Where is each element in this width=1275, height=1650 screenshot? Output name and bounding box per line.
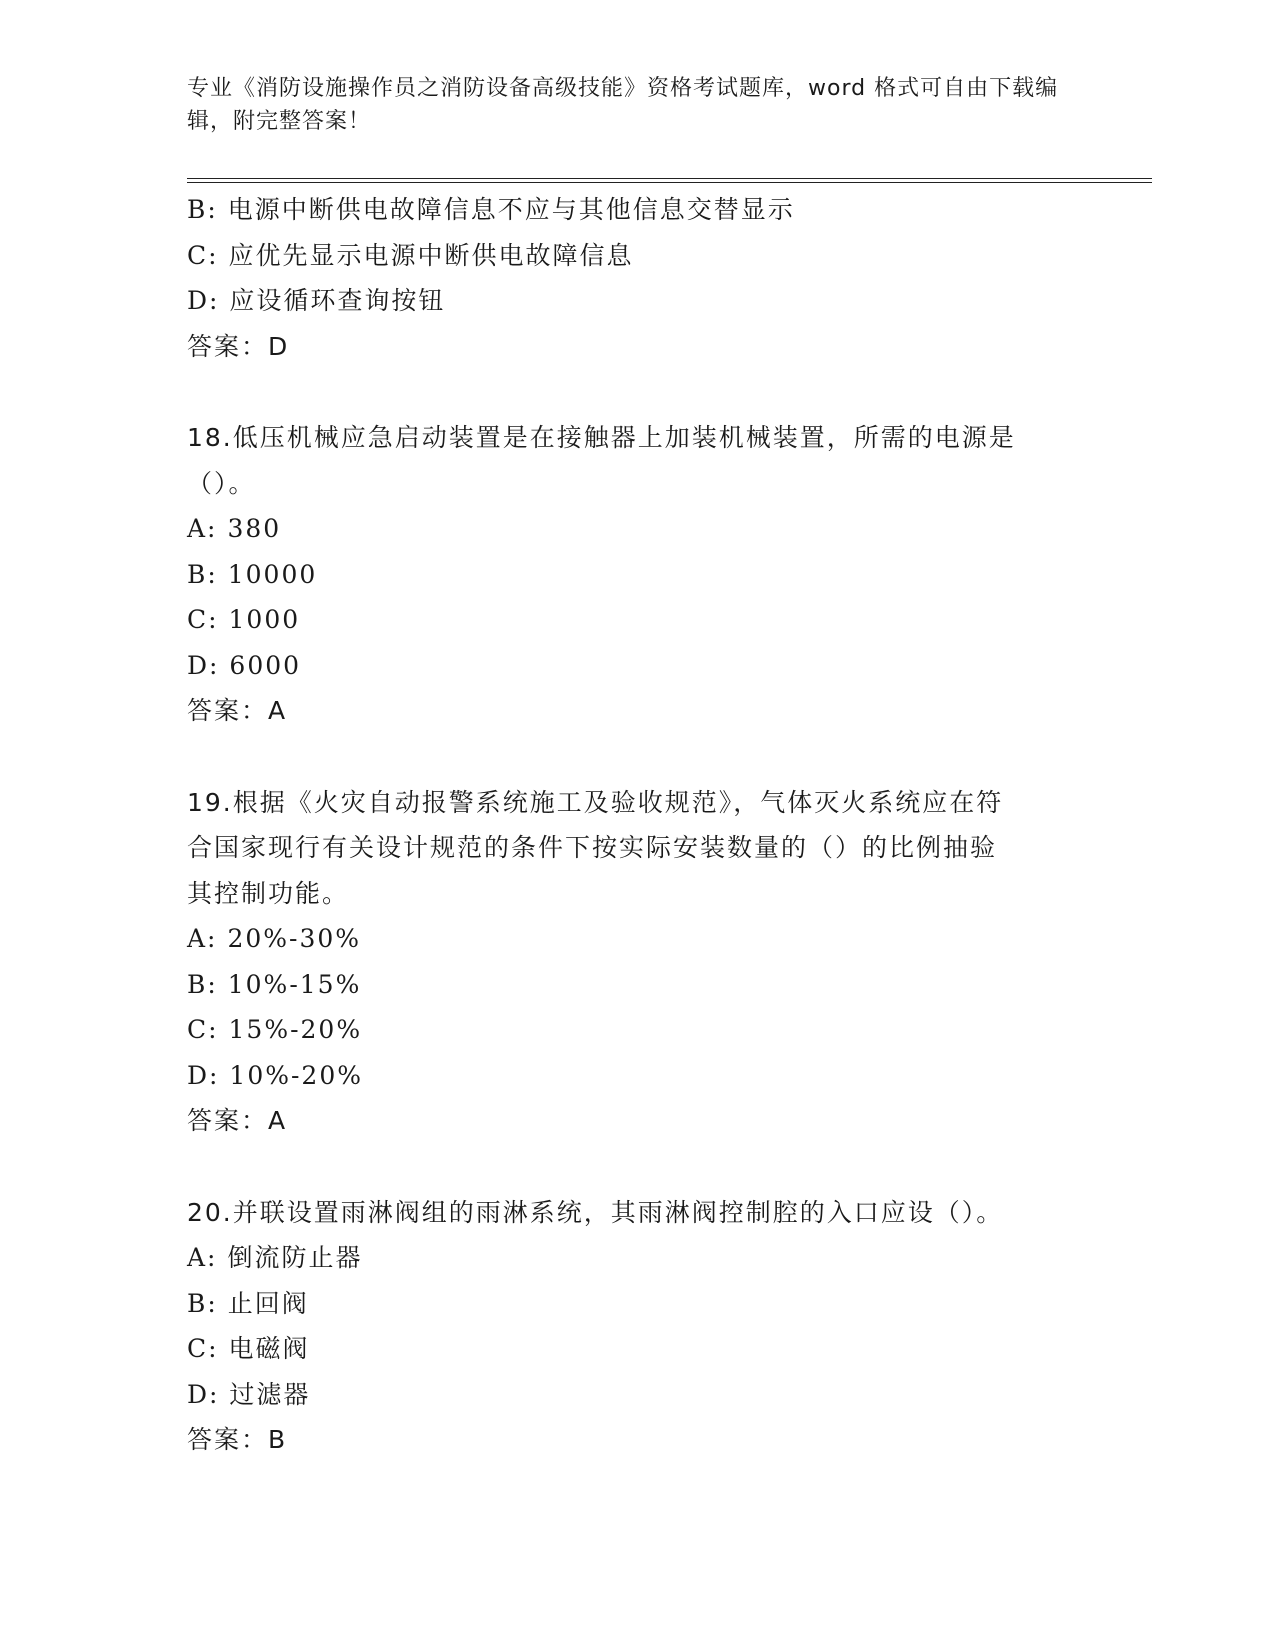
header-divider-top xyxy=(187,178,1152,179)
question-18 xyxy=(187,415,1087,734)
option-text: 10000 xyxy=(227,559,318,589)
question-20 xyxy=(187,1190,1087,1463)
option-a xyxy=(187,916,1087,962)
option-letter: D: xyxy=(187,286,220,315)
option-letter: C: xyxy=(187,240,219,270)
option-letter: A: xyxy=(187,1243,218,1272)
answer-line: 答案：B xyxy=(187,1425,288,1454)
option-letter: B: xyxy=(187,559,218,589)
prev-question-block xyxy=(187,187,1087,369)
question-stem: 20.并联设置雨淋阀组的雨淋系统，其雨淋阀控制腔的入口应设（）。 xyxy=(187,1197,1004,1227)
option-letter: A: xyxy=(187,924,218,953)
spacer xyxy=(187,734,1087,780)
answer-line: 答案：A xyxy=(187,1106,288,1135)
option-letter: A: xyxy=(187,514,218,543)
answer-line: 答案：A xyxy=(187,696,288,725)
option-d xyxy=(187,278,1087,324)
option-text: 应设循环查询按钮 xyxy=(229,286,446,315)
option-c xyxy=(187,233,1087,279)
question-content xyxy=(187,187,1087,1463)
option-c xyxy=(187,597,1087,643)
option-text: 过滤器 xyxy=(229,1379,311,1409)
option-letter: D: xyxy=(187,650,220,680)
option-d xyxy=(187,643,1087,689)
header-divider-bottom xyxy=(187,182,1152,183)
option-text: 电源中断供电故障信息不应与其他信息交替显示 xyxy=(227,195,795,224)
option-d xyxy=(187,1372,1087,1418)
option-letter: D: xyxy=(187,1379,220,1409)
option-b xyxy=(187,552,1087,598)
spacer xyxy=(187,1144,1087,1190)
answer-line: 答案：D xyxy=(187,331,290,361)
option-text: 止回阀 xyxy=(227,1288,309,1318)
option-a xyxy=(187,506,1087,552)
question-stem-cont: 其控制功能。 xyxy=(187,878,350,908)
option-text: 15%-20% xyxy=(228,1015,363,1044)
option-letter: B: xyxy=(187,195,218,224)
question-stem-cont: （）。 xyxy=(187,468,256,498)
option-b xyxy=(187,962,1087,1008)
option-d xyxy=(187,1053,1087,1099)
option-text: 20%-30% xyxy=(227,924,362,953)
option-letter: B: xyxy=(187,1288,218,1318)
option-text: 6000 xyxy=(229,650,302,680)
question-stem: 19.根据《火灾自动报警系统施工及验收规范》，气体灭火系统应在符 xyxy=(187,787,1004,817)
option-text: 倒流防止器 xyxy=(227,1243,363,1272)
document-header: 专业《消防设施操作员之消防设备高级技能》资格考试题库，word 格式可自由下载编辑，附完整答案！ xyxy=(187,76,1059,134)
option-b xyxy=(187,187,1087,233)
question-stem: 18.低压机械应急启动装置是在接触器上加装机械装置，所需的电源是 xyxy=(187,423,1016,452)
option-letter: C: xyxy=(187,1334,219,1363)
option-letter: B: xyxy=(187,969,218,999)
option-letter: C: xyxy=(187,1015,219,1044)
option-a xyxy=(187,1235,1087,1281)
spacer xyxy=(187,369,1087,415)
option-letter: D: xyxy=(187,1060,220,1090)
option-text: 10%-20% xyxy=(229,1060,364,1090)
option-text: 电磁阀 xyxy=(228,1334,310,1363)
option-text: 380 xyxy=(227,514,282,543)
option-c xyxy=(187,1007,1087,1053)
option-letter: C: xyxy=(187,605,219,634)
option-text: 10%-15% xyxy=(227,969,362,999)
option-text: 1000 xyxy=(228,605,301,634)
question-19 xyxy=(187,780,1087,1144)
option-b xyxy=(187,1281,1087,1327)
option-c xyxy=(187,1326,1087,1372)
option-text: 应优先显示电源中断供电故障信息 xyxy=(228,240,634,270)
question-stem-cont: 合国家现行有关设计规范的条件下按实际安装数量的（）的比例抽验 xyxy=(187,833,998,862)
